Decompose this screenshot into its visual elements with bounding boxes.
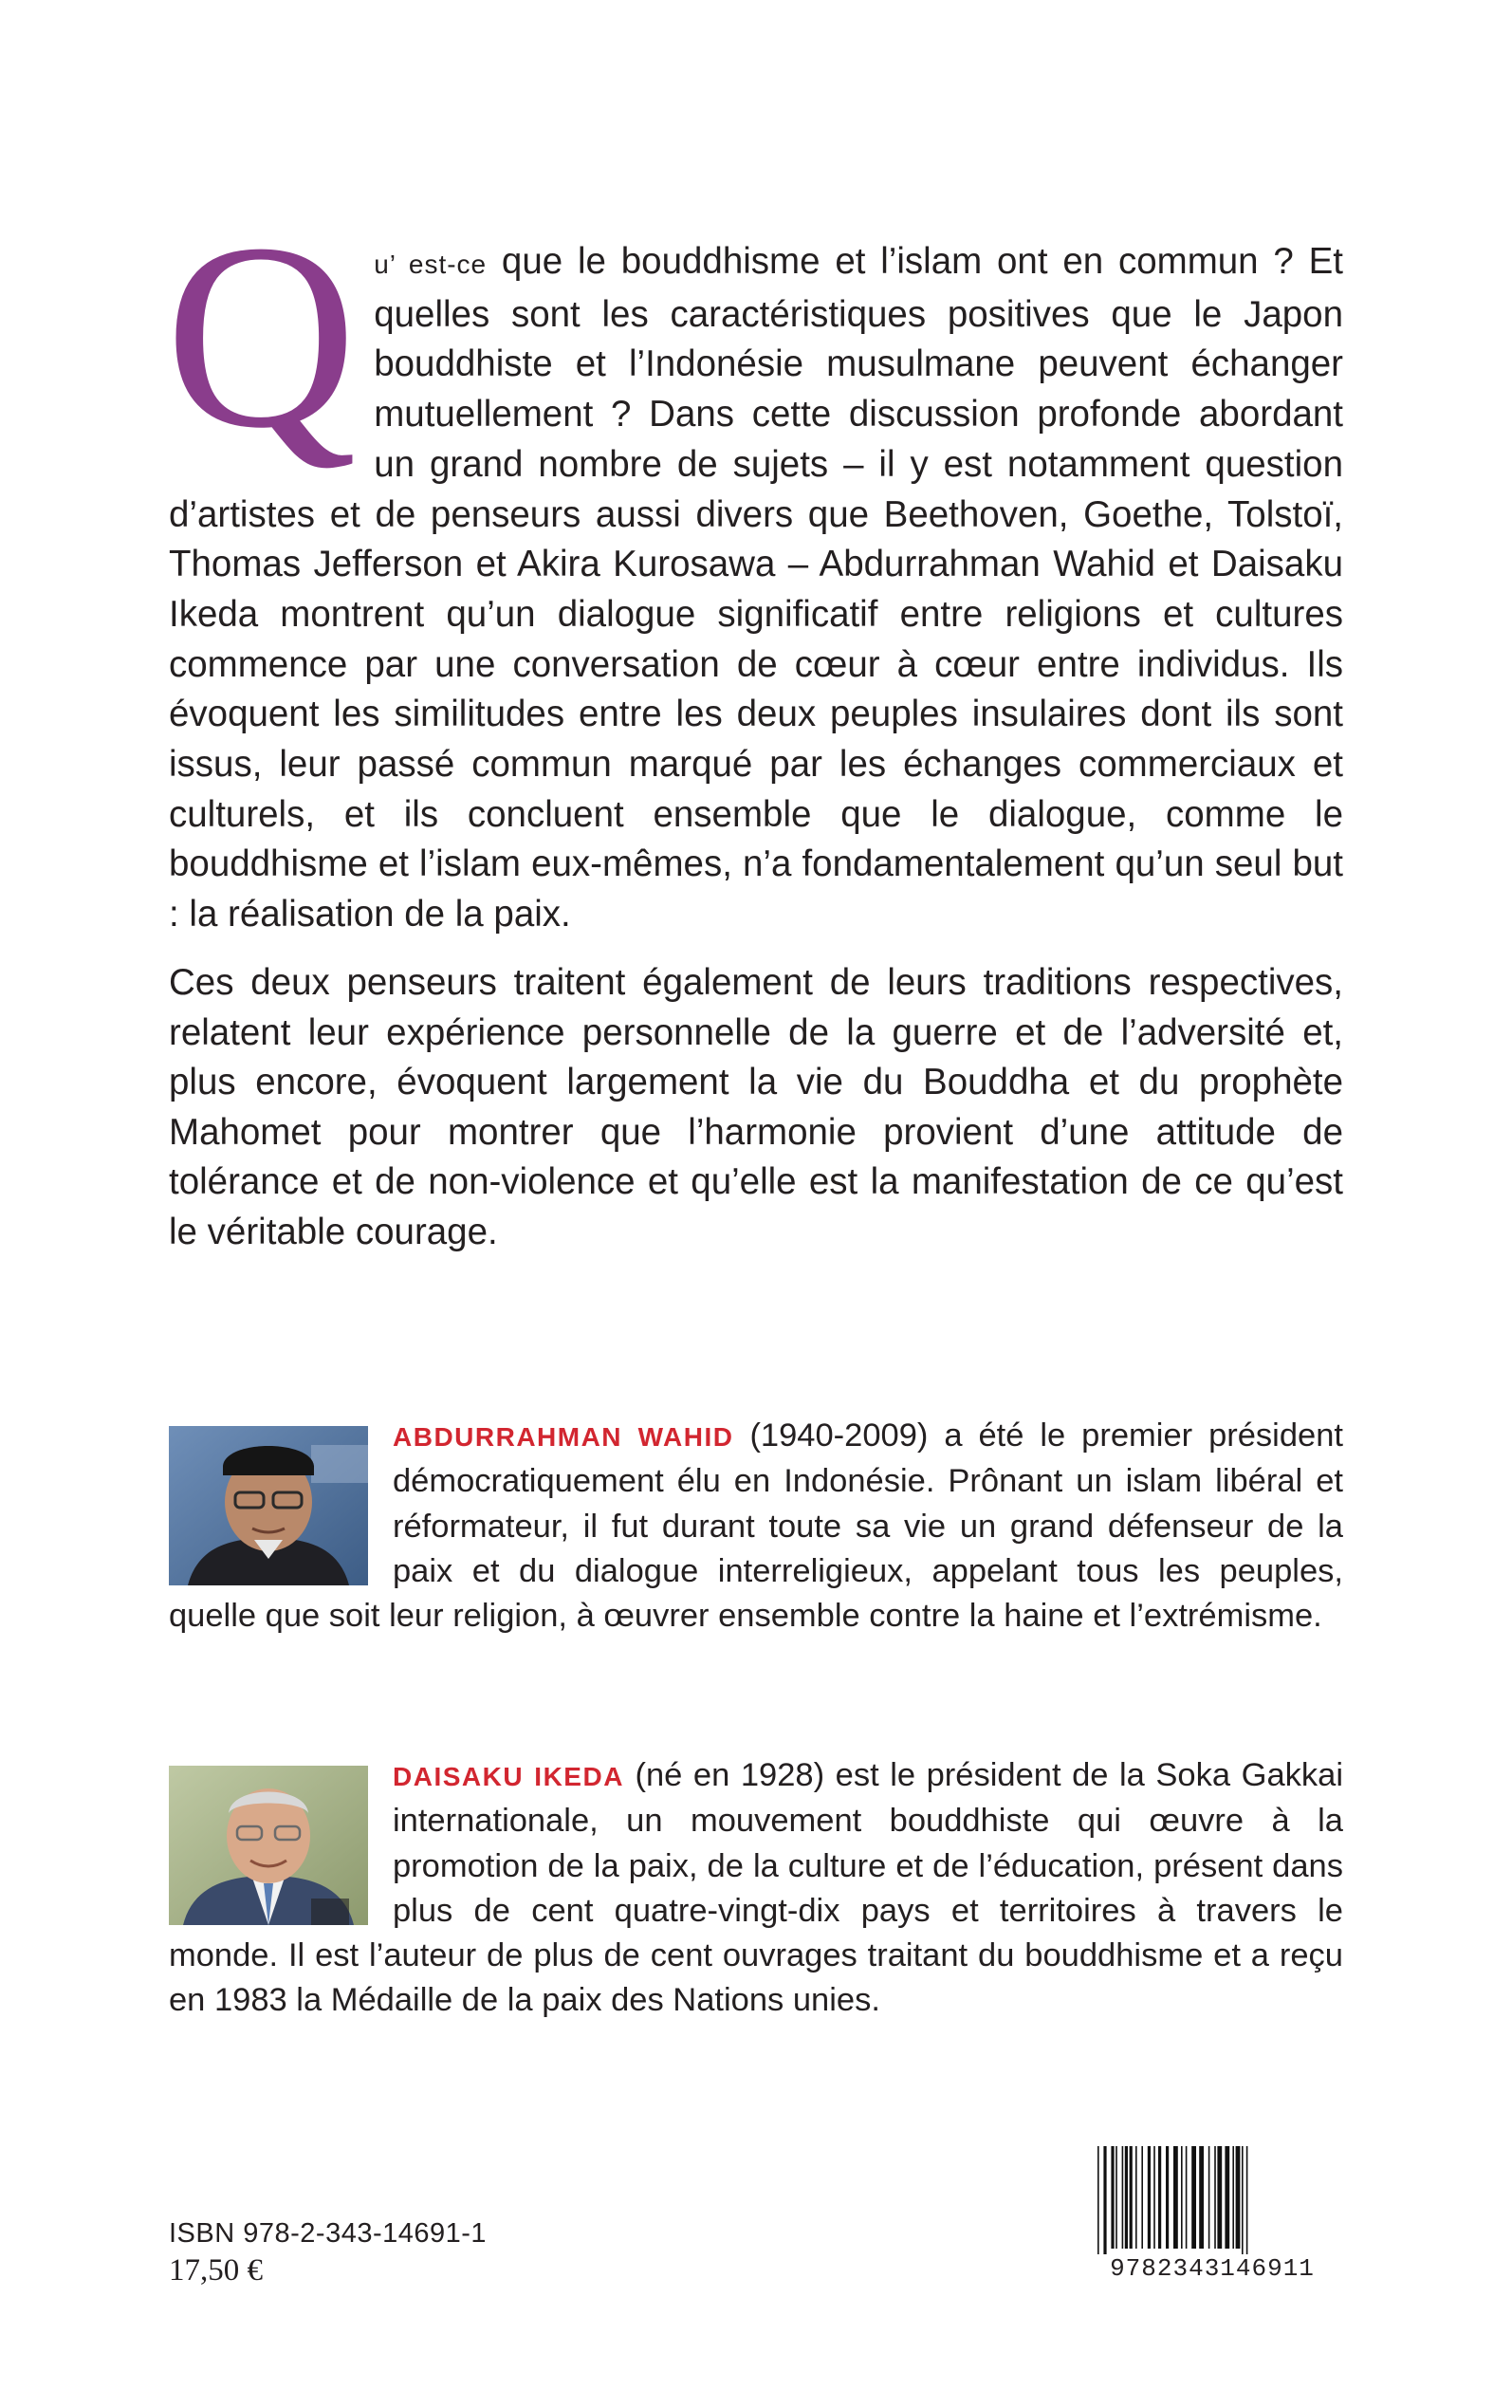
barcode-bar: [1141, 2146, 1143, 2249]
barcode-bar: [1191, 2146, 1196, 2249]
portrait-wahid: [169, 1426, 368, 1585]
barcode-bar: [1217, 2146, 1222, 2249]
bio-name-ikeda: DAISAKU IKEDA: [393, 1762, 624, 1791]
bio-name-wahid: ABDURRAHMAN WAHID: [393, 1422, 734, 1452]
barcode-bar: [1122, 2146, 1124, 2249]
barcode-bar: [1103, 2146, 1106, 2256]
drop-cap: Q: [165, 188, 358, 483]
barcode: [1092, 2142, 1333, 2287]
bio-wahid: [169, 1414, 1343, 1639]
barcode-bar: [1236, 2146, 1241, 2249]
barcode-bar: [1116, 2146, 1117, 2249]
price: 17,50 €: [169, 2253, 263, 2288]
bio-ikeda: [169, 1753, 1343, 2024]
bio-text-wahid: (1940-2009) a été le premier président démocratiquement élu en Indonésie. Prônant un islam libéral et réformateur, il fut durant toute sa vie un grand défenseur de la paix et du dialogue interreligieux, appelant tous les peuples, quelle que soit leur religion, à œuvrer ensemble contre la haine et l’extrémisme.: [169, 1417, 1343, 1635]
barcode-digits: 9782343146911: [1092, 2254, 1333, 2283]
barcode-bar: [1153, 2146, 1155, 2249]
bio-text-ikeda: (né en 1928) est le président de la Soka Gakkai internationale, un mouvement bouddhiste qui œuvre à la promotion de la paix, de la culture et de l’éducation, présent dans plus de cent quatre-vingt-dix pays et territoires à travers le monde. Il est l’auteur de plus de cent ouvrages traitant du bouddhisme et a reçu en 1983 la Médaille de la paix des Nations unies.: [169, 1757, 1343, 2019]
barcode-bar: [1158, 2146, 1161, 2249]
barcode-bar: [1225, 2146, 1229, 2249]
barcode-bar: [1214, 2146, 1216, 2249]
barcode-bar: [1246, 2146, 1248, 2256]
intro-text: que le bouddhisme et l’islam ont en commun ? Et quelles sont les caractéristiques positives que le Japon bouddhiste et l’Indonésie musulmane peuvent échanger mutuellement ? Dans cette discussion profonde abordant un grand nombre de sujets – il y est notamment question d’artistes et de penseurs aussi divers que Beethoven, Goethe, Tolstoï, Thomas Jefferson et Akira Kurosawa – Abdurrahman Wahid et Daisaku Ikeda montrent qu’un dialogue significatif entre religions et cultures commence par une conversation de cœur à cœur entre individus. Ils évoquent les similitudes entre les deux peuples insulaires dont ils sont issus, leur passé commun marqué par les échanges commerciaux et culturels, et ils concluent ensemble que le dialogue, comme le bouddhisme et l’islam eux-mêmes, n’a fondamentalement qu’un seul but : la réalisation de la paix.: [169, 241, 1343, 935]
barcode-bar: [1135, 2146, 1137, 2249]
barcode-bars: [1092, 2142, 1333, 2256]
intro-smallcaps: u’ est-ce: [374, 250, 488, 279]
barcode-bar: [1173, 2146, 1178, 2249]
barcode-bar: [1097, 2146, 1099, 2256]
barcode-bar: [1125, 2146, 1128, 2249]
barcode-bar: [1130, 2146, 1133, 2249]
barcode-bar: [1199, 2146, 1204, 2249]
barcode-bar: [1208, 2146, 1210, 2249]
intro-paragraph: [165, 188, 1343, 940]
barcode-bar: [1166, 2146, 1169, 2249]
second-paragraph: Ces deux penseurs traitent également de leurs traditions respectives, relatent leur expérience personnelle de la guerre et de l’adversité et, plus encore, évoquent largement la vie du Bouddha et du prophète Mahomet pour montrer que l’harmonie provient d’une attitude de tolérance et de non-violence et qu’elle est la manifestation de ce qu’est le véritable courage.: [169, 962, 1343, 1252]
isbn-number: ISBN 978-2-343-14691-1: [169, 2218, 488, 2249]
barcode-bar: [1148, 2146, 1151, 2249]
barcode-bar: [1181, 2146, 1183, 2249]
portrait-ikeda: [169, 1766, 368, 1925]
barcode-bar: [1232, 2146, 1234, 2249]
barcode-bar: [1111, 2146, 1114, 2249]
barcode-bar: [1186, 2146, 1188, 2249]
barcode-bar: [1242, 2146, 1244, 2256]
